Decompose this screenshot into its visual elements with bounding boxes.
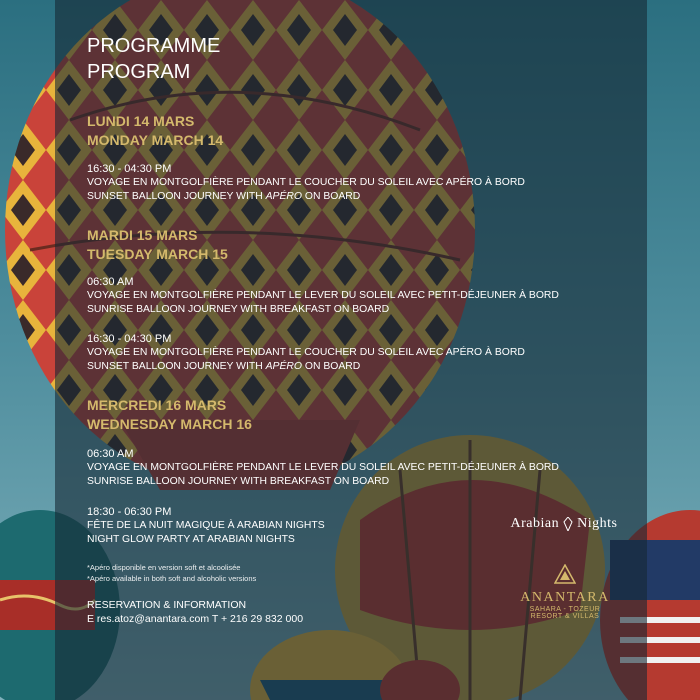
- event-time: 16:30 - 04:30 PM: [87, 163, 172, 175]
- event-time: 06:30 AM: [87, 276, 134, 288]
- day-heading-en: TUESDAY MARCH 15: [87, 246, 228, 262]
- event-description-en: SUNRISE BALLOON JOURNEY WITH BREAKFAST ON BOARD: [87, 476, 390, 487]
- arabian-nights-logo-left: Arabian: [510, 516, 560, 531]
- event-description-en: SUNSET BALLOON JOURNEY WITH APÉRO ON BOARD: [87, 361, 361, 372]
- event-description-fr: FÊTE DE LA NUIT MAGIQUE À ARABIAN NIGHTS: [87, 520, 325, 531]
- arabian-nights-logo: [494, 516, 634, 532]
- event-description-en: SUNSET BALLOON JOURNEY WITH APÉRO ON BOARD: [87, 191, 361, 202]
- event-description-en: NIGHT GLOW PARTY AT ARABIAN NIGHTS: [87, 534, 295, 545]
- footnote-fr: *Apéro disponible en version soft et alcoolisée: [87, 563, 241, 572]
- arabian-nights-logo-right: Nights: [577, 516, 618, 531]
- event-description-fr: VOYAGE EN MONTGOLFIÈRE PENDANT LE COUCHER DU SOLEIL AVEC APÉRO À BORD: [87, 177, 525, 188]
- anantara-logo: [510, 564, 620, 620]
- day-heading-fr: MERCREDI 16 MARS: [87, 397, 227, 413]
- anantara-emblem-icon: [554, 564, 576, 584]
- footnote-en: *Apéro available in both soft and alcoholic versions: [87, 574, 257, 583]
- anantara-subtitle-1: SAHARA - TOZEUR: [529, 606, 601, 613]
- event-description-fr: VOYAGE EN MONTGOLFIÈRE PENDANT LE LEVER DU SOLEIL AVEC PETIT-DÉJEUNER À BORD: [87, 290, 559, 301]
- event-description-fr: VOYAGE EN MONTGOLFIÈRE PENDANT LE LEVER DU SOLEIL AVEC PETIT-DÉJEUNER À BORD: [87, 462, 559, 473]
- title-fr: PROGRAMME: [87, 35, 221, 57]
- anantara-wordmark: ANANTARA: [520, 590, 610, 605]
- day-heading-fr: LUNDI 14 MARS: [87, 113, 195, 129]
- title-en: PROGRAM: [87, 61, 191, 83]
- day-heading-en: WEDNESDAY MARCH 16: [87, 416, 252, 432]
- lantern-icon: [563, 517, 573, 531]
- event-description-fr: VOYAGE EN MONTGOLFIÈRE PENDANT LE COUCHER DU SOLEIL AVEC APÉRO À BORD: [87, 347, 525, 358]
- event-description-en: SUNRISE BALLOON JOURNEY WITH BREAKFAST ON BOARD: [87, 304, 390, 315]
- reservation-contact: E res.atoz@anantara.com T + 216 29 832 000: [87, 613, 304, 625]
- anantara-subtitle-2: RESORT & VILLAS: [530, 613, 600, 620]
- day-heading-en: MONDAY MARCH 14: [87, 132, 224, 148]
- reservation-label: RESERVATION & INFORMATION: [87, 599, 247, 611]
- event-time: 16:30 - 04:30 PM: [87, 333, 172, 345]
- event-time: 06:30 AM: [87, 448, 134, 460]
- event-time: 18:30 - 06:30 PM: [87, 506, 172, 518]
- day-heading-fr: MARDI 15 MARS: [87, 227, 198, 243]
